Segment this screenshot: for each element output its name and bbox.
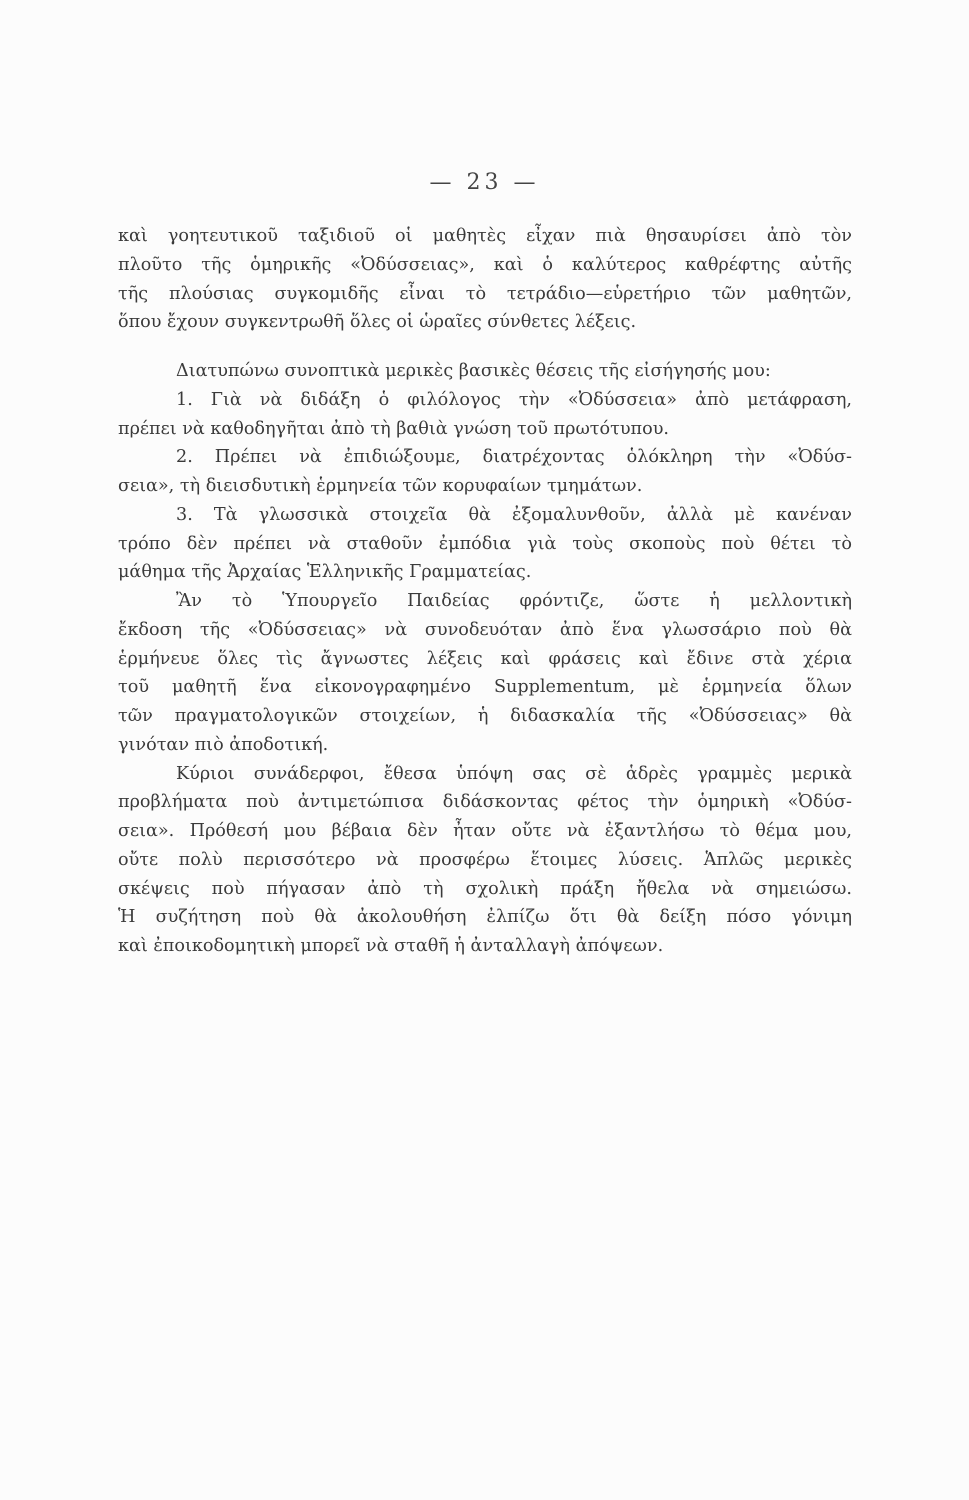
text-line: μάθημα τῆς Ἀρχαίας Ἑλληνικῆς Γραμματείας.	[118, 562, 532, 583]
body-text	[118, 222, 852, 961]
text-line: τρόπο δὲν πρέπει νὰ σταθοῦν ἐμπόδια γιὰ τοὺς σκοποὺς ποὺ θέτει τὸ	[118, 533, 852, 554]
text-line: καὶ ἐποικοδομητικὴ μπορεῖ νὰ σταθῆ ἡ ἀνταλλαγὴ ἀπόψεων.	[118, 936, 664, 956]
paragraph-gap	[118, 337, 852, 357]
text-line: γινόταν πιὸ ἀποδοτική.	[118, 734, 329, 755]
text-line: 3. Τὰ γλωσσικὰ στοιχεῖα θὰ ἐξομαλυνθοῦν, ἀλλὰ μὲ κανέναν	[176, 504, 852, 525]
text-line: προβλήματα ποὺ ἀντιμετώπισα διδάσκοντας φέτος τὴν ὁμηρικὴ «Ὀδύσ-	[118, 792, 852, 813]
text-line: Ἡ συζήτηση ποὺ θὰ ἀκολουθήση ἐλπίζω ὅτι θὰ δείξη πόσο γόνιμη	[118, 907, 852, 928]
text-line: πρέπει νὰ καθοδηγῆται ἀπὸ τὴ βαθιὰ γνώση τοῦ πρωτότυπου.	[118, 418, 669, 439]
text-line: καὶ γοητευτικοῦ ταξιδιοῦ οἱ μαθητὲς εἶχαν πιὰ θησαυρίσει ἀπὸ τὸν	[118, 226, 852, 246]
page-number: — 23 —	[429, 170, 540, 195]
text-line: τῆς πλούσιας συγκομιδῆς εἶναι τὸ τετράδιο—εὑρετήριο τῶν μαθητῶν,	[118, 283, 852, 304]
paragraph	[118, 760, 852, 961]
text-line: Ἂν τὸ Ὑπουργεῖο Παιδείας φρόντιζε, ὥστε ἡ μελλοντικὴ	[176, 591, 852, 611]
paragraph	[118, 443, 852, 501]
paragraph	[118, 587, 852, 760]
text-line: σκέψεις ποὺ πήγασαν ἀπὸ τὴ σχολικὴ πράξη ἤθελα νὰ σημειώσω.	[118, 878, 852, 899]
text-line: ὅπου ἔχουν συγκεντρωθῆ ὅλες οἱ ὡραῖες σύνθετες λέξεις.	[118, 312, 637, 333]
text-line: σεια», τὴ διεισδυτικὴ ἑρμηνεία τῶν κορυφαίων τμημάτων.	[118, 476, 643, 496]
text-line: ἔκδοση τῆς «Ὀδύσσειας» νὰ συνοδευόταν ἀπὸ ἕνα γλωσσάριο ποὺ θὰ	[118, 619, 852, 640]
text-line: Διατυπώνω συνοπτικὰ μερικὲς βασικὲς θέσεις τῆς εἰσήγησής μου:	[176, 361, 771, 381]
text-line: τῶν πραγματολογικῶν στοιχείων, ἡ διδασκαλία τῆς «Ὀδύσσειας» θὰ	[118, 706, 852, 726]
text-line: τοῦ μαθητῆ ἕνα εἰκονογραφημένο Supplementum, μὲ ἑρμηνεία ὅλων	[118, 677, 852, 698]
text-line: οὔτε πολὺ περισσότερο νὰ προσφέρω ἕτοιμες λύσεις. Ἁπλῶς μερικὲς	[118, 849, 852, 870]
text-line: ἑρμήνευε ὅλες τὶς ἄγνωστες λέξεις καὶ φράσεις καὶ ἔδινε στὰ χέρια	[118, 648, 852, 669]
text-line: σεια». Πρόθεσή μου βέβαια δὲν ἦταν οὔτε νὰ ἐξαντλήσω τὸ θέμα μου,	[118, 821, 852, 841]
paragraph	[118, 501, 852, 587]
text-line: Κύριοι συνάδερφοι, ἔθεσα ὑπόψη σας σὲ ἁδρὲς γραμμὲς μερικὰ	[176, 763, 852, 784]
text-line: 2. Πρέπει νὰ ἐπιδιώξουμε, διατρέχοντας ὁλόκληρη τὴν «Ὀδύσ-	[176, 447, 852, 468]
paragraph	[118, 386, 852, 444]
text-line: πλοῦτο τῆς ὁμηρικῆς «Ὀδύσσειας», καὶ ὁ καλύτερος καθρέφτης αὐτῆς	[118, 254, 852, 275]
text-line: 1. Γιὰ νὰ διδάξη ὁ φιλόλογος τὴν «Ὀδύσσεια» ἀπὸ μετάφραση,	[176, 389, 852, 410]
paragraph	[118, 357, 852, 386]
paragraph	[118, 222, 852, 337]
